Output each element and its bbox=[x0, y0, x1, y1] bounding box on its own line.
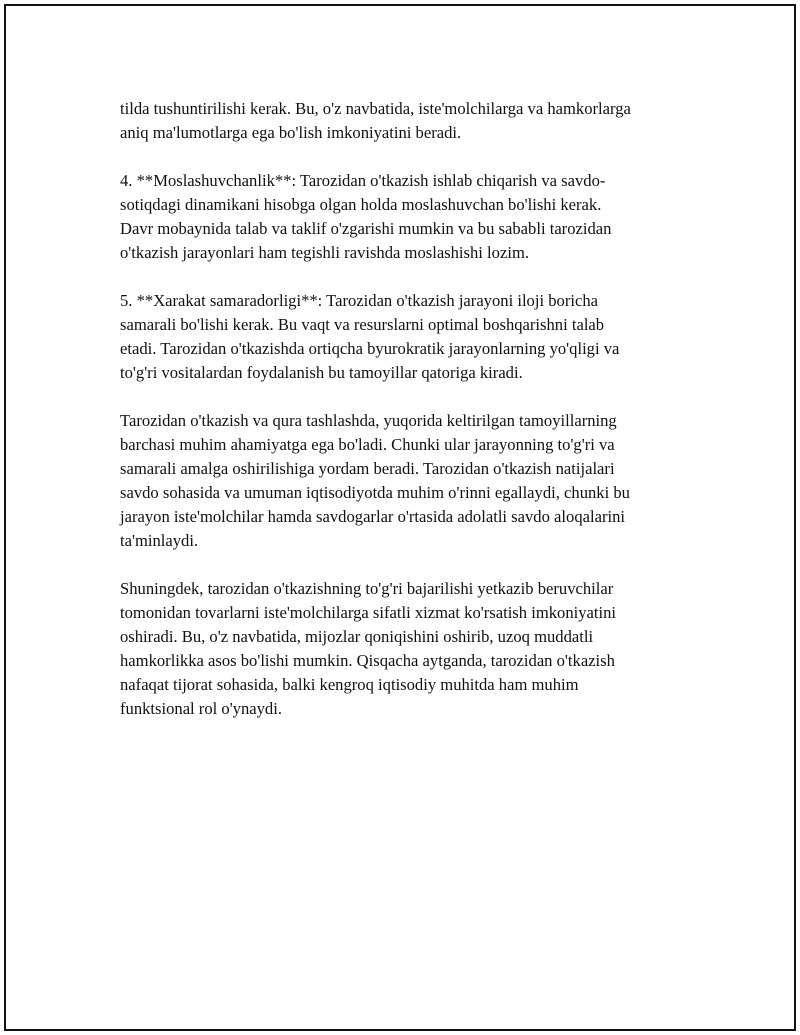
paragraph-xarakat-samaradorligi: 5. **Xarakat samaradorligi**: Tarozidan o'tkazish jarayoni iloji boricha samarali bo'lishi kerak. Bu vaqt va resurslarni optimal boshqarishni talab etadi. Tarozidan o'tkazishda ortiqcha byurokratik jarayonlarning yo'qligi va to'g'ri vositalardan foydalanish bu tamoyillar qatoriga kiradi. bbox=[120, 291, 620, 382]
paragraph-xulosa: Shuningdek, tarozidan o'tkazishning to'g'ri bajarilishi yetkazib beruvchilar tomonidan tovarlarni iste'molchilarga sifatli xizmat ko'rsatish imkoniyatini oshiradi. Bu, o'z navbatida, mijozlar qoniqishini oshirib, uzoq muddatli hamkorlikka asos bo'lishi mumkin. Qisqacha aytganda, tarozidan o'tkazish nafaqat tijorat sohasida, balki kengroq iqtisodiy muhitda ham muhim funktsional rol o'ynaydi. bbox=[120, 579, 617, 718]
paragraph-continuation: tilda tushuntirilishi kerak. Bu, o'z navbatida, iste'molchilarga va hamkorlarga aniq ma'lumotlarga ega bo'lish imkoniyatini beradi. bbox=[120, 99, 631, 142]
document-page bbox=[4, 4, 796, 1031]
paragraph-tamoyillar-ahamiyati: Tarozidan o'tkazish va qura tashlashda, yuqorida keltirilgan tamoyillarning barchasi muhim ahamiyatga ega bo'ladi. Chunki ular jarayonning to'g'ri va samarali amalga oshirilishiga yordam beradi. Tarozidan o'tkazish natijalari savdo sohasida va umuman iqtisodiyotda muhim o'rinni egallaydi, chunki bu jarayon iste'molchilar hamda savdogarlar o'rtasida adolatli savdo aloqalarini ta'minlaydi. bbox=[120, 411, 630, 550]
document-body bbox=[120, 97, 702, 745]
paragraph-moslashuvchanlik: 4. **Moslashuvchanlik**: Tarozidan o'tkazish ishlab chiqarish va savdo- sotiqdagi dinamikani hisobga olgan holda moslashuvchan bo'lishi kerak. Davr mobaynida talab va taklif o'zgarishi mumkin va bu sababli tarozidan o'tkazish jarayonlari ham tegishli ravishda moslashishi lozim. bbox=[120, 171, 612, 262]
